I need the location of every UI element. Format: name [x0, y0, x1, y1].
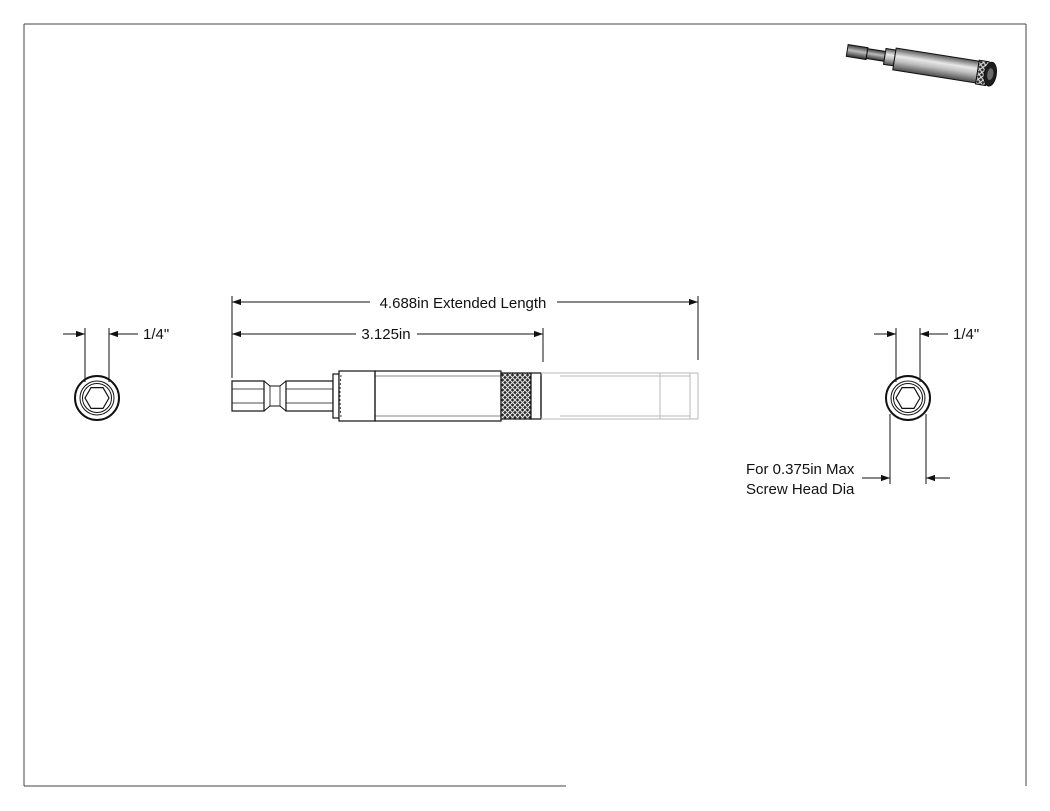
side-view-bit-holder — [232, 371, 541, 421]
right-end-view — [886, 376, 930, 420]
screw-head-note-line1: For 0.375in Max — [746, 461, 855, 478]
isometric-thumbnail — [845, 40, 998, 87]
left-hex-dimension — [63, 328, 138, 382]
screw-head-note-line2: Screw Head Dia — [746, 481, 855, 498]
retracted-length-label: 3.125in — [361, 326, 411, 343]
left-end-view — [75, 376, 119, 420]
right-hex-dimension — [874, 328, 948, 382]
left-hex-size-label: 1/4" — [143, 326, 170, 343]
screw-head-dimension — [862, 414, 950, 484]
extended-length-label: 4.688in Extended Length — [379, 295, 547, 312]
extended-sleeve-phantom — [541, 373, 698, 419]
right-hex-size-label: 1/4" — [953, 326, 980, 343]
